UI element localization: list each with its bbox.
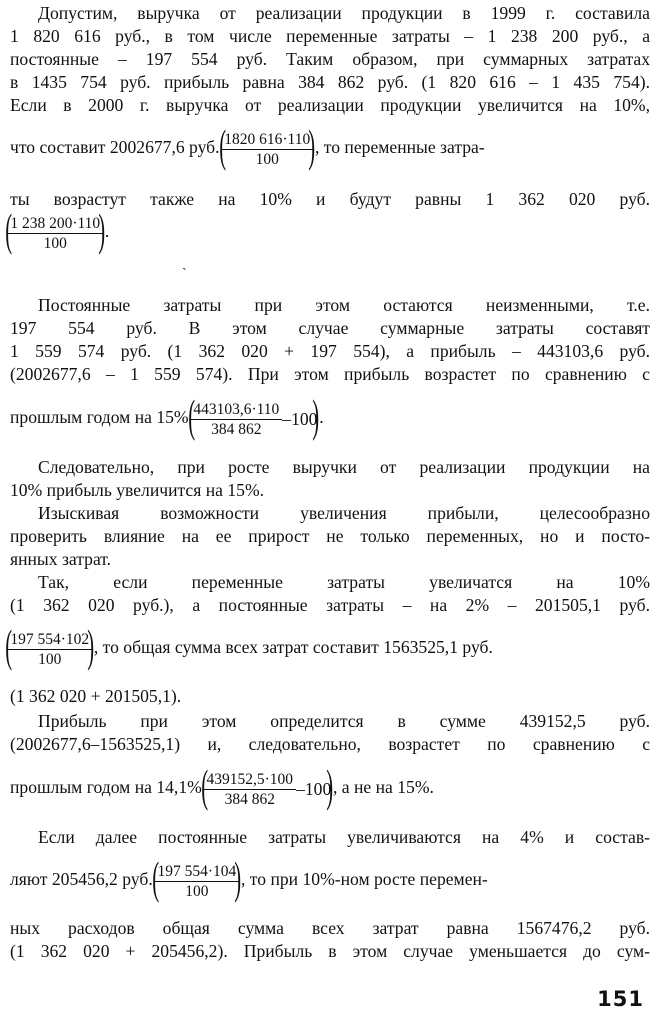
text-line: Так, если переменные затраты увеличатся на 10%: [38, 572, 650, 592]
text-line: Если далее постоянные затраты увеличиваются на 4% и состав-: [38, 827, 650, 847]
text-line: Постоянные затраты при этом остаются неизменными, т.е.: [38, 295, 650, 315]
text-line: в 1435 754 руб. прибыль равна 384 862 руб. (1 820 616 – 1 435 754).: [10, 72, 650, 92]
formula-numerator: 1820 616·110: [221, 130, 313, 150]
text-line: (2002677,6 – 1 559 574). При этом прибыль возрастет по сравнению с: [10, 364, 650, 384]
text-fragment: что составит 2002677,6 руб.: [10, 137, 220, 158]
formula-tail: –100: [296, 779, 332, 799]
text-fragment: прошлым годом на 15%: [10, 407, 189, 428]
text-line: Прибыль при этом определится в сумме 439152,5 руб.: [38, 711, 650, 731]
text-line: 1 559 574 руб. (1 362 020 + 197 554), а прибыль – 443103,6 руб.: [10, 341, 650, 361]
formula-denominator: 100: [185, 882, 209, 900]
formula-fixed-costs-2: ( $\frac{197 554\cdot 102}{100}$ ): [5, 620, 95, 671]
formula-variable-costs: ( $\frac{1 238 200\cdot 110}{100}$ ): [5, 204, 106, 255]
formula-profit-growth: ( $\frac{443103,6\cdot 110}{384 862}$ –100 ): [188, 390, 320, 441]
text-line-with-formula: [10, 852, 650, 904]
text-fragment: , то общая сумма всех затрат составит 1563525,1 руб.: [93, 637, 493, 658]
text-fragment: .: [319, 407, 324, 428]
text-line: постоянные – 197 554 руб. Таким образом, при суммарных затратах: [10, 49, 650, 69]
text-line: Следовательно, при росте выручки от реализации продукции на: [38, 457, 650, 477]
stray-mark: ˎ: [182, 256, 187, 271]
text-line-with-formula: [10, 390, 650, 442]
text-line: (1 362 020 + 201505,1).: [10, 686, 182, 706]
formula-numerator: 439152,5·100: [204, 770, 297, 790]
text-line: Если в 2000 г. выручка от реализации продукции увеличится на 10%,: [10, 95, 650, 115]
text-line: ты возрастут также на 10% и будут равны 1 362 020 руб.: [10, 189, 650, 209]
formula-numerator: 1 238 200·110: [7, 214, 103, 234]
text-line: проверить влияние на ее прирост не только переменных, но и посто-: [10, 526, 650, 546]
text-line-with-formula: [10, 760, 650, 812]
formula-numerator: 443103,6·110: [190, 400, 282, 420]
formula-fixed-costs-4: ( $\frac{197 554\cdot 104}{100}$ ): [152, 852, 242, 903]
formula-numerator: 197 554·104: [154, 862, 239, 882]
text-line: 197 554 руб. В этом случае суммарные затраты составят: [10, 318, 650, 338]
text-line: янных затрат.: [10, 549, 112, 569]
text-line: Изыскивая возможности увеличения прибыли, целесообразно: [38, 503, 650, 523]
text-line: ных расходов общая сумма всех затрат равна 1567476,2 руб.: [10, 918, 650, 938]
text-fragment: ляют 205456,2 руб.: [10, 869, 153, 890]
text-line: (1 362 020 руб.), а постоянные затраты – на 2% – 201505,1 руб.: [10, 595, 650, 615]
page-number: 151: [597, 987, 644, 1011]
text-line: 10% прибыль увеличится на 15%.: [10, 480, 264, 500]
text-line: (2002677,6–1563525,1) и, следовательно, возрастет по сравнению с: [10, 734, 650, 754]
formula-denominator: 100: [255, 150, 279, 168]
text-fragment: , то переменные затра-: [314, 137, 485, 158]
text-fragment: , то при 10%-ном росте перемен-: [241, 869, 488, 890]
formula-denominator: 384 862: [224, 790, 275, 808]
formula-denominator: 100: [38, 650, 62, 668]
text-line-with-formula: [5, 620, 650, 672]
formula-profit-growth-2: ( $\frac{439152,5\cdot 100}{384 862}$ –100 ): [201, 760, 334, 811]
formula-numerator: 197 554·102: [7, 630, 92, 650]
formula-denominator: 100: [43, 234, 67, 252]
formula-denominator: 384 862: [211, 420, 262, 438]
text-fragment: , а не на 15%.: [332, 777, 434, 798]
formula-revenue: ( $\frac{1820 616\cdot 110}{100}$ ): [219, 120, 316, 171]
formula-tail: –100: [282, 409, 318, 429]
text-line-with-formula: [5, 204, 650, 256]
text-line: (1 362 020 + 205456,2). Прибыль в этом случае уменьшается до сум-: [10, 941, 650, 961]
text-line-with-formula: [10, 120, 650, 172]
text-fragment: прошлым годом на 14,1%: [10, 777, 202, 798]
text-line: Допустим, выручка от реализации продукции в 1999 г. составила: [38, 3, 650, 23]
text-fragment: .: [104, 221, 110, 242]
text-line: 1 820 616 руб., в том числе переменные затраты – 1 238 200 руб., а: [10, 26, 650, 46]
